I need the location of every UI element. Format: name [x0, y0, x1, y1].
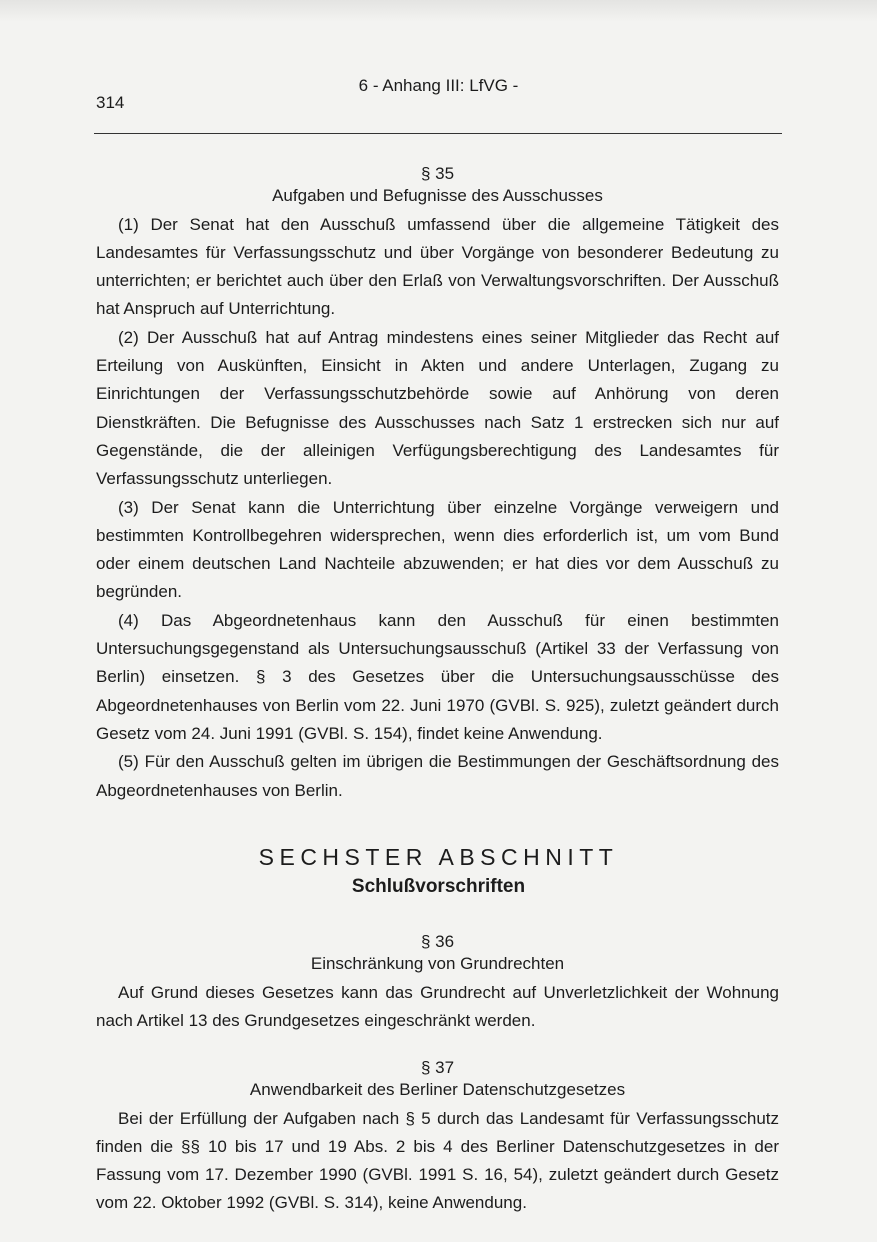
section-number: § 36	[420, 932, 455, 951]
section-35	[96, 160, 779, 805]
section-37	[96, 1054, 779, 1218]
paragraph: (1) Der Senat hat den Ausschuß umfassend über die allgemeine Tätigkeit des Landesamtes für Verfassungsschutz und über Vorgänge von besonderer Bedeutung zu unterrichten; er berichtet auch über den Erlaß von Verwaltungsvorschriften. Der Ausschuß hat Anspruch auf Unterrichtung.	[96, 214, 779, 319]
page-number: 314	[96, 93, 125, 112]
header-rule	[94, 133, 782, 134]
chapter-subheading: Schlußvorschriften	[351, 876, 526, 897]
section-number: § 35	[420, 164, 455, 183]
chapter-heading: SECHSTER ABSCHNITT	[258, 844, 619, 870]
paragraph: (3) Der Senat kann die Unterrichtung über einzelne Vorgänge verweigern und bestimmten Kontrollbegehren widersprechen, wenn dies erforderlich ist, um vom Bund oder einem deutschen Land Nachteile abzuwenden; er hat dies vor dem Ausschuß zu begründen.	[96, 497, 779, 602]
section-title: Einschränkung von Grundrechten	[310, 954, 565, 974]
section-title: Aufgaben und Befugnisse des Ausschusses	[272, 186, 603, 206]
section-36	[96, 928, 779, 1035]
running-header: 6 - Anhang III: LfVG -	[358, 76, 519, 95]
paragraph: Bei der Erfüllung der Aufgaben nach § 5 durch das Landesamt für Verfassungsschutz finden die §§ 10 bis 17 und 19 Abs. 2 bis 4 des Berliner Datenschutzgesetzes in der Fassung vom 17. Dezember 1990 (GVBl. 1991 S. 16, 54), zuletzt geändert durch Gesetz vom 22. Oktober 1992 (GVBl. S. 314), keine Anwendung.	[96, 1108, 779, 1213]
paragraph: (5) Für den Ausschuß gelten im übrigen die Bestimmungen der Geschäftsordnung des Abgeordnetenhauses von Berlin.	[96, 752, 779, 800]
scan-edge	[0, 0, 877, 22]
section-number: § 37	[420, 1058, 455, 1077]
paragraph: (4) Das Abgeordnetenhaus kann den Ausschuß für einen bestimmten Untersuchungsgegenstand als Untersuchungsausschuß (Artikel 33 der Verfassung von Berlin) einsetzen. § 3 des Gesetzes über die Untersuchungsausschüsse des Abgeordnetenhauses von Berlin vom 22. Juni 1970 (GVBl. S. 925), zuletzt geändert durch Gesetz vom 24. Juni 1991 (GVBl. S. 154), findet keine Anwendung.	[96, 610, 779, 743]
section-title: Anwendbarkeit des Berliner Datenschutzgesetzes	[249, 1080, 626, 1100]
paragraph: (2) Der Ausschuß hat auf Antrag mindestens eines seiner Mitglieder das Recht auf Erteilung von Auskünften, Einsicht in Akten und andere Unterlagen, Zugang zu Einrichtungen der Verfassungsschutzbehörde sowie auf Anhörung von deren Dienstkräften. Die Befugnisse des Ausschusses nach Satz 1 erstrecken sich nur auf Gegenstände, die der alleinigen Verfügungsberechtigung des Landesamtes für Verfassungsschutz unterliegen.	[96, 327, 779, 489]
paragraph: Auf Grund dieses Gesetzes kann das Grundrecht auf Unverletzlichkeit der Wohnung nach Artikel 13 des Grundgesetzes eingeschränkt werden.	[96, 982, 779, 1030]
